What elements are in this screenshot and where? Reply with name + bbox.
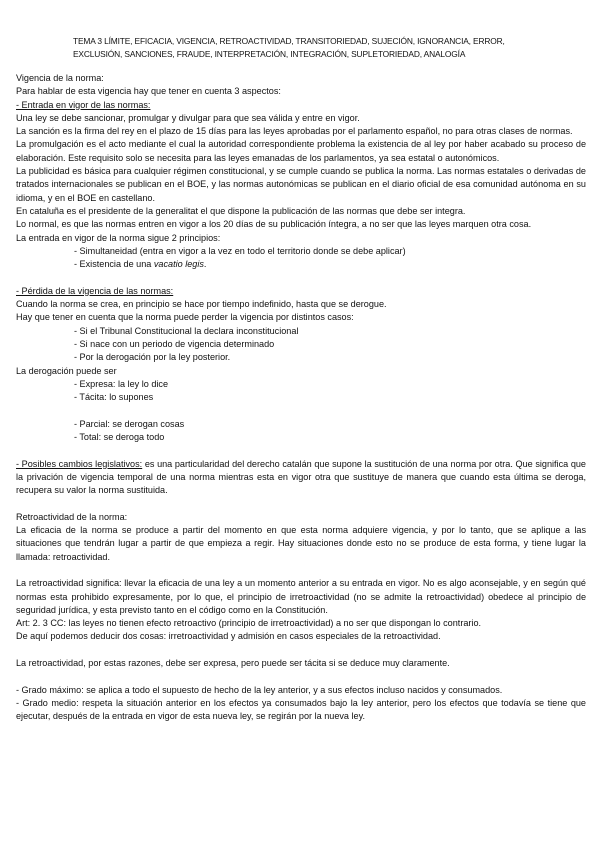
list-item: - Si el Tribunal Constitucional la declara inconstitucional bbox=[74, 325, 299, 336]
list-item bbox=[16, 258, 586, 271]
vigencia-intro: Para hablar de esta vigencia hay que tener en cuenta 3 aspectos: bbox=[16, 86, 281, 97]
list-item: - Si nace con un periodo de vigencia determinado bbox=[74, 338, 275, 349]
list-item: - Simultaneidad (entra en vigor a la vez en todo el territorio donde se debe aplicar) bbox=[74, 245, 406, 256]
italic-term: vacatio legis bbox=[153, 259, 204, 270]
spacer bbox=[16, 498, 586, 511]
paragraph-text: es una particularidad del derecho catalán que supone la sustitución de una norma por otra. Que significa que la privación de vigencia temporal de una norma mientras esta en vigor otra que sustituye de manera que cuando esta última se deroga, recupera su valor la norma sustituida. bbox=[16, 458, 586, 496]
paragraph: Una ley se debe sancionar, promulgar y divulgar para que sea válida y entre en vigor. bbox=[16, 112, 360, 123]
paragraph: Lo normal, es que las normas entren en vigor a los 20 días de su publicación íntegra, a no ser que las leyes marquen otra cosa. bbox=[16, 219, 532, 230]
list-item: - Parcial: se derogan cosas bbox=[74, 418, 185, 429]
paragraph: La derogación puede ser bbox=[16, 365, 117, 376]
section-title-retroactividad: Retroactividad de la norma: bbox=[16, 511, 128, 522]
heading-perdida-vigencia: - Pérdida de la vigencia de las normas: bbox=[16, 285, 174, 296]
spacer bbox=[16, 444, 586, 457]
paragraph: Cuando la norma se crea, en principio se hace por tiempo indefinido, hasta que se derogue. bbox=[16, 299, 387, 310]
list-item: - Tácita: lo supones bbox=[74, 392, 154, 403]
list-item: - Expresa: la ley lo dice bbox=[74, 378, 169, 389]
paragraph: La publicidad es básica para cualquier régimen constitucional, y se cumple cuando se publica la norma. Las normas estatales o derivadas de tratados internacionales se publican en el BOE, y las normas autonómicas se publican en el diario oficial de esa comunidad autónoma en su idioma, y en el BOE en castellano. bbox=[16, 166, 586, 203]
paragraph-cambios-legislativos bbox=[16, 458, 586, 498]
topic-title: TEMA 3 LÍMITE, EFICACIA, VIGENCIA, RETROACTIVIDAD, TRANSITORIEDAD, SUJECIÓN, IGNORANCIA, ERROR, EXCLUSIÓN, SANCIONES, FRAUDE, INTERPRETACIÓN, INTEGRACIÓN, SUPLETORIEDAD, ANALOGÍA bbox=[73, 36, 505, 59]
list-item: - Grado medio: respeta la situación anterior en los efectos ya consumados bajo la ley anterior, pero los efectos que todavía se tiene que ejecutar, después de la entrada en vigor de esta nueva ley, se regirán por la nueva ley. bbox=[16, 697, 586, 722]
paragraph: Hay que tener en cuenta que la norma puede perder la vigencia por distintos casos: bbox=[16, 312, 354, 323]
paragraph: Art: 2. 3 CC: las leyes no tienen efecto retroactivo (principio de irretroactividad) a no ser que dispongan lo contrario. bbox=[16, 618, 482, 629]
paragraph: De aquí podemos deducir dos cosas: irretroactividad y admisión en casos especiales de la retroactividad. bbox=[16, 631, 441, 642]
paragraph: La sanción es la firma del rey en el plazo de 15 días para las leyes aprobadas por el parlamento español, no para otras clases de normas. bbox=[16, 126, 573, 137]
section-title-vigencia: Vigencia de la norma: bbox=[16, 73, 104, 83]
paragraph: La retroactividad significa: llevar la eficacia de una ley a un momento anterior a su entrada en vigor. No es algo aconsejable, y en según qué normas esta prohibido expresamente, por lo que, el principio de irretroactividad (no se admite la retroactividad) obedece al principio de seguridad jurídica, y esta previsto tanto en el código como en la Constitución. bbox=[16, 578, 586, 615]
list-item: - Total: se deroga todo bbox=[74, 432, 165, 443]
spacer bbox=[16, 271, 586, 284]
paragraph: La retroactividad, por estas razones, debe ser expresa, pero puede ser tácita si se deduce muy claramente. bbox=[16, 658, 450, 669]
heading-entrada-en-vigor: - Entrada en vigor de las normas: bbox=[16, 99, 151, 110]
paragraph: La promulgación es el acto mediante el cual la autoridad correspondiente problema la existencia de al ley por haber acabado su proceso de elaboración. Este requisito solo se necesita para las leyes emanadas de los parlamentos, ya sea estatal o autonómicos. bbox=[16, 139, 586, 163]
spacer bbox=[16, 564, 586, 577]
spacer bbox=[16, 404, 586, 417]
paragraph: En cataluña es el presidente de la generalitat el que dispone la publicación de las normas que debe ser integra. bbox=[16, 205, 466, 216]
paragraph: La entrada en vigor de la norma sigue 2 principios: bbox=[16, 232, 221, 243]
paragraph: La eficacia de la norma se produce a partir del momento en que esta norma adquiere vigencia, y por lo tanto, que se aplique a las situaciones que tendrán lugar a partir de que empieza a regir. Hay situaciones donde esto no se produce de esta forma, y tiene lugar la llamada: retroactividad. bbox=[16, 525, 586, 562]
spacer bbox=[16, 670, 586, 683]
spacer bbox=[16, 644, 586, 657]
list-item-text: . bbox=[203, 259, 207, 270]
heading-cambios-legislativos: - Posibles cambios legislativos: bbox=[16, 458, 143, 469]
document-body bbox=[16, 72, 586, 724]
list-item: - Grado máximo: se aplica a todo el supuesto de hecho de la ley anterior, y a sus efectos incluso nacidos y consumados. bbox=[16, 684, 503, 695]
document-header bbox=[73, 35, 543, 61]
list-item: - Por la derogación por la ley posterior. bbox=[74, 352, 231, 363]
list-item-text: - Existencia de una bbox=[74, 259, 154, 270]
